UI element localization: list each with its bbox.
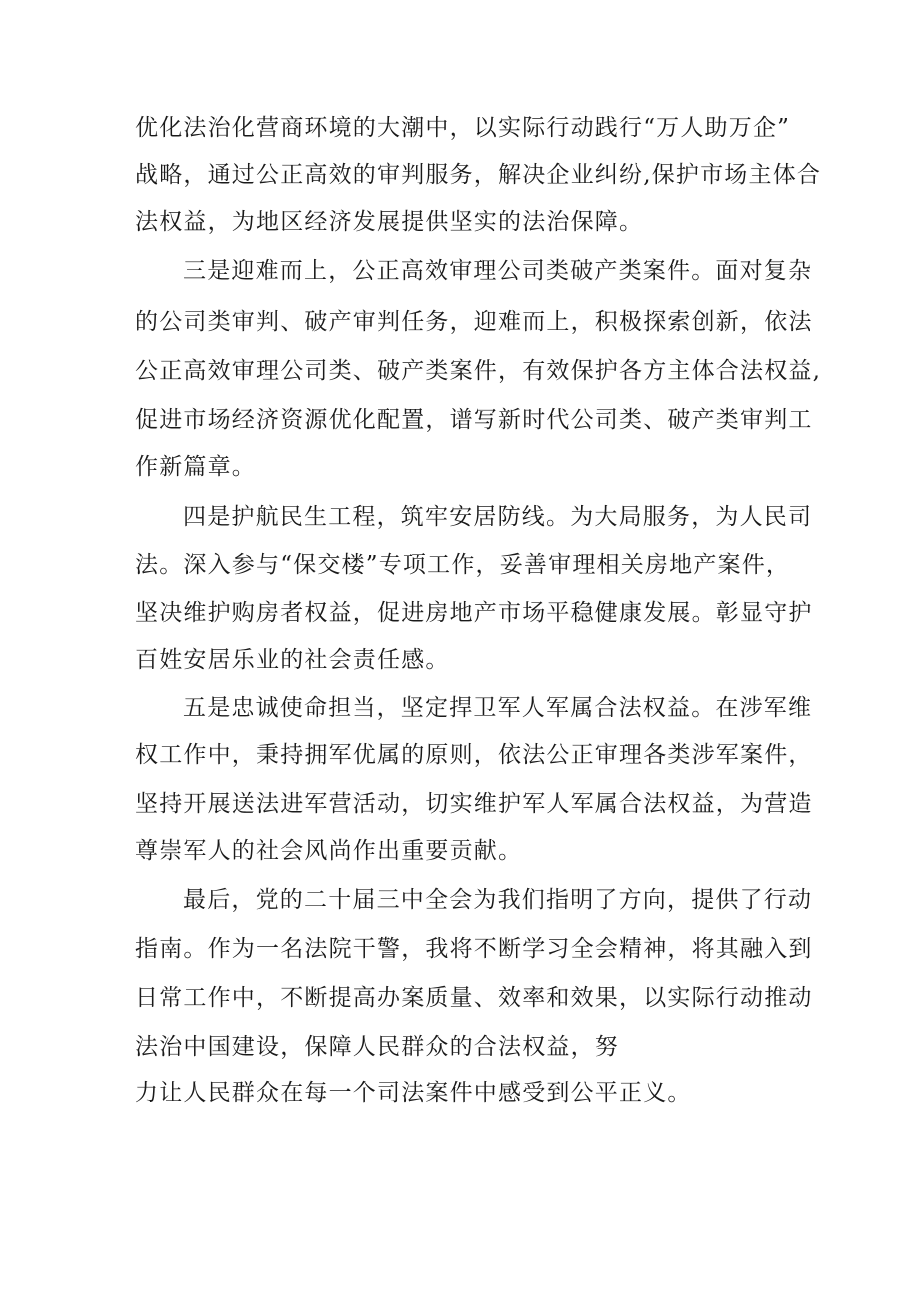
text-line: 百姓安居乐业的社会责任感。 [135,647,450,673]
paragraph-first-line: 最后，党的二十届三中全会为我们指明了方向，提供了行动 [183,887,813,913]
text-line: 公正高效审理公司类、破产类案件，有效保护各方主体合法权益, [135,358,822,384]
text-line: 坚持开展送法进军营活动，切实维护军人军属合法权益，为营造 [135,791,813,817]
text-line: 指南。作为一名法院干警，我将不断学习全会精神，将其融入到 [135,936,813,962]
text-line: 力让人民群众在每一个司法案件中感受到公平正义。 [135,1080,692,1106]
text-line: 坚决维护购房者权益，促进房地产市场平稳健康发展。彰显守护 [135,600,813,626]
text-line: 战略，通过公正高效的审判服务，解决企业纠纷,保护市场主体合 [135,162,822,188]
text-line: 法治中国建设，保障人民群众的合法权益，努 [135,1034,619,1060]
text-line: 权工作中，秉持拥军优属的原则，依法公正审理各类涉军案件， [135,742,813,768]
text-line: 的公司类审判、破产审判任务，迎难而上，积极探索创新，依法 [135,309,813,335]
text-line: 优化法治化营商环境的大潮中，以实际行动践行“万人助万企” [135,115,791,141]
text-line: 法。深入参与“保交楼”专项工作，妥善审理相关房地产案件， [135,552,791,578]
text-line: 法权益，为地区经济发展提供坚实的法治保障。 [135,209,644,235]
paragraph-first-line: 四是护航民生工程，筑牢安居防线。为大局服务，为人民司 [183,504,813,530]
text-line: 日常工作中，不断提高办案质量、效率和效果，以实际行动推动 [135,985,813,1011]
text-line: 促进市场经济资源优化配置，谱写新时代公司类、破产类审判工 [135,407,813,433]
paragraph-first-line: 五是忠诚使命担当，坚定捍卫军人军属合法权益。在涉军维 [183,695,813,721]
text-line: 尊崇军人的社会风尚作出重要贡献。 [135,838,523,864]
paragraph-first-line: 三是迎难而上，公正高效审理公司类破产类案件。面对复杂 [183,258,813,284]
text-line: 作新篇章。 [135,454,256,480]
